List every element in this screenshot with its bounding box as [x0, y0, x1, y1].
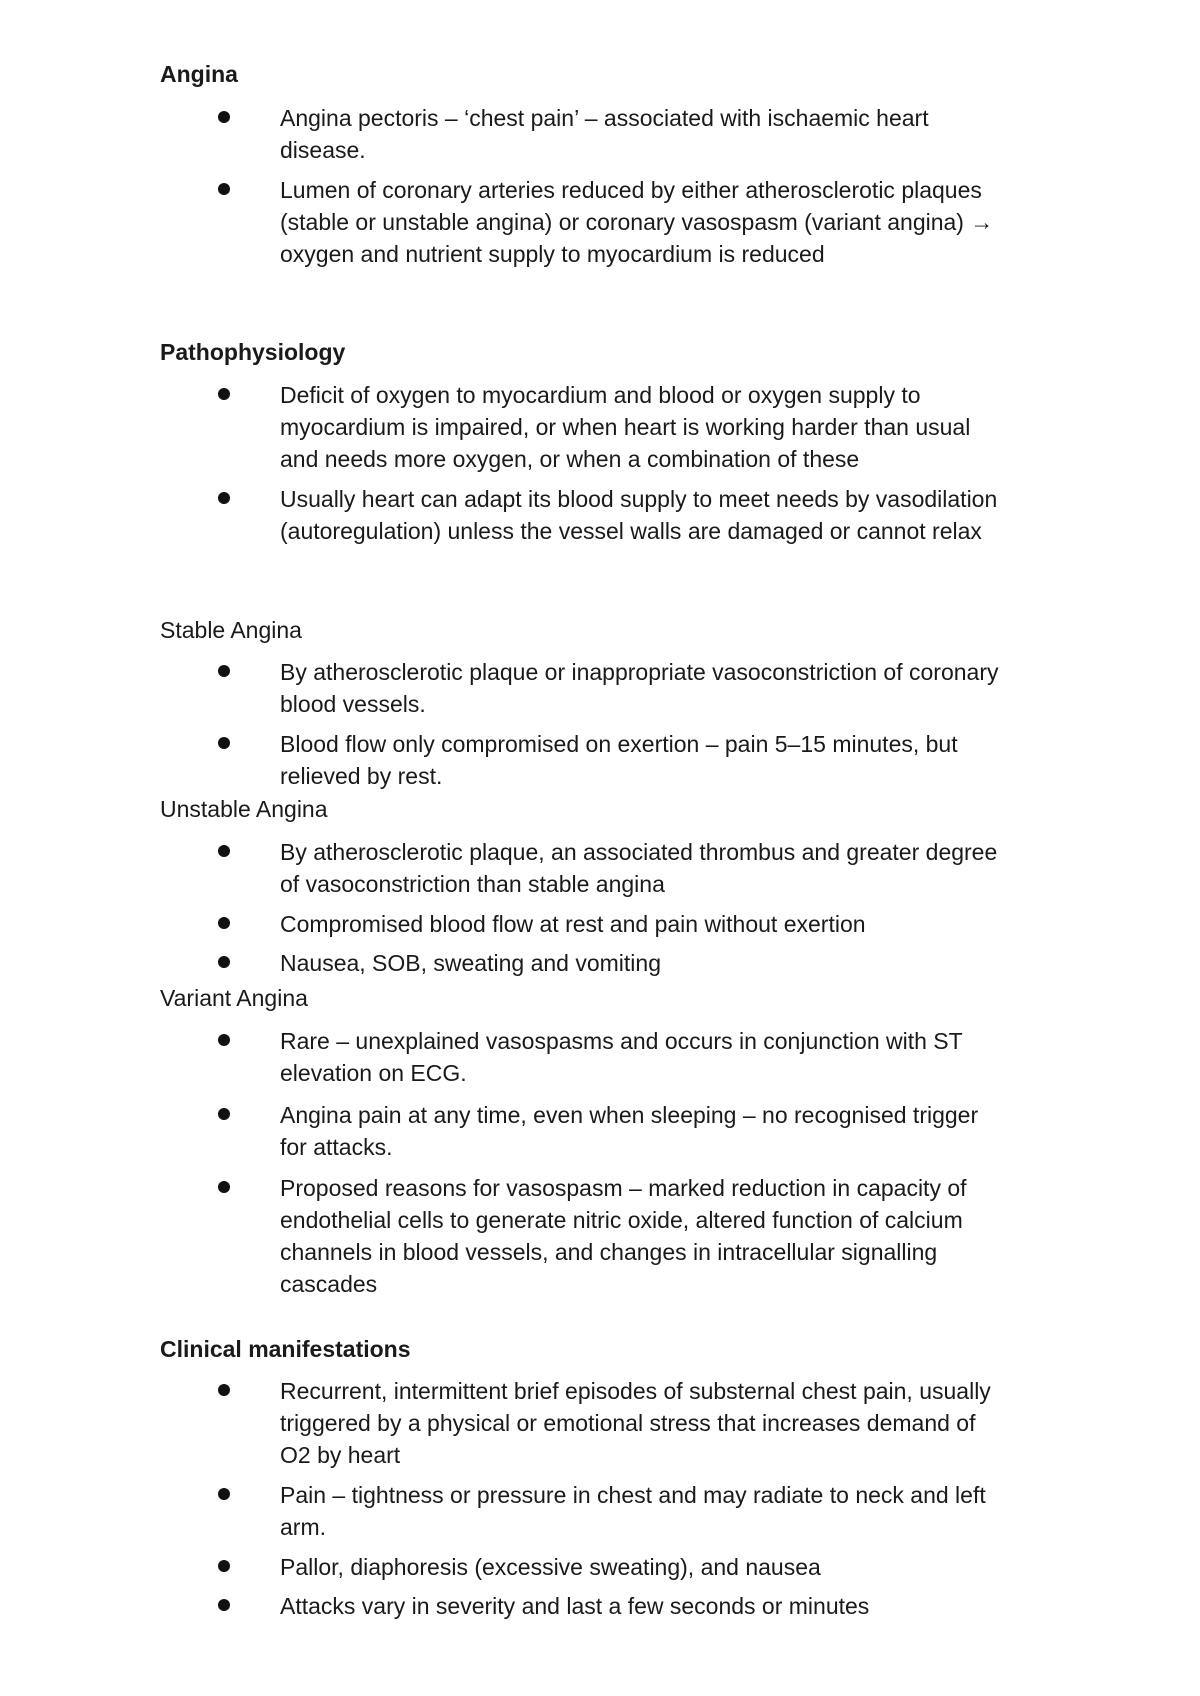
- list-item-text: Nausea, SOB, sweating and vomiting: [280, 950, 661, 976]
- bullet-icon: [218, 1181, 230, 1193]
- list-item-text: Lumen of coronary arteries reduced by either atherosclerotic plaques (stable or unstable angina) or coronary vasospasm (variant angina) → oxygen and nutrient supply to myocardium is reduced: [280, 177, 994, 267]
- bullet-icon: [218, 665, 230, 677]
- list-item-text: Angina pain at any time, even when sleeping – no recognised trigger for attacks.: [280, 1102, 979, 1160]
- bullet-icon: [218, 1384, 230, 1396]
- bullet-icon: [218, 845, 230, 857]
- heading-clinical-manifestations: Clinical manifestations: [160, 1336, 411, 1362]
- list-item-text: Pallor, diaphoresis (excessive sweating), and nausea: [280, 1554, 821, 1580]
- heading-stable-angina: Stable Angina: [160, 617, 302, 643]
- bullet-icon: [218, 1599, 230, 1611]
- bullet-icon: [218, 1034, 230, 1046]
- heading-angina: Angina: [160, 61, 238, 87]
- bullet-icon: [218, 111, 230, 123]
- list-item-text: Attacks vary in severity and last a few seconds or minutes: [280, 1593, 870, 1619]
- list-item-text: Deficit of oxygen to myocardium and blood or oxygen supply to myocardium is impaired, or when heart is working harder than usual and needs more oxygen, or when a combination of these: [280, 382, 971, 472]
- bullet-icon: [218, 1488, 230, 1500]
- bullet-icon: [218, 1108, 230, 1120]
- bullet-icon: [218, 956, 230, 968]
- heading-variant-angina: Variant Angina: [160, 985, 308, 1011]
- heading-unstable-angina: Unstable Angina: [160, 796, 328, 822]
- bullet-icon: [218, 917, 230, 929]
- list-item-text: Angina pectoris – ‘chest pain’ – associated with ischaemic heart disease.: [280, 105, 929, 163]
- bullet-icon: [218, 183, 230, 195]
- list-item-text: Recurrent, intermittent brief episodes of substernal chest pain, usually triggered by a physical or emotional stress that increases demand of O2 by heart: [280, 1378, 991, 1468]
- bullet-icon: [218, 1560, 230, 1572]
- bullet-icon: [218, 737, 230, 749]
- list-item-text: Proposed reasons for vasospasm – marked reduction in capacity of endothelial cells to generate nitric oxide, altered function of calcium channels in blood vessels, and changes in intracellular signalling cascades: [280, 1175, 967, 1297]
- list-item-text: Compromised blood flow at rest and pain without exertion: [280, 911, 866, 937]
- list-item-text: Blood flow only compromised on exertion – pain 5–15 minutes, but relieved by rest.: [280, 731, 958, 789]
- bullet-icon: [218, 492, 230, 504]
- bullet-icon: [218, 388, 230, 400]
- list-item-text: By atherosclerotic plaque or inappropriate vasoconstriction of coronary blood vessels.: [280, 659, 999, 717]
- list-item-text: By atherosclerotic plaque, an associated thrombus and greater degree of vasoconstriction than stable angina: [280, 839, 998, 897]
- list-item-text: Usually heart can adapt its blood supply to meet needs by vasodilation (autoregulation) unless the vessel walls are damaged or cannot relax: [280, 486, 998, 544]
- list-item-text: Rare – unexplained vasospasms and occurs in conjunction with ST elevation on ECG.: [280, 1028, 963, 1086]
- heading-pathophysiology: Pathophysiology: [160, 339, 346, 365]
- list-item-text: Pain – tightness or pressure in chest and may radiate to neck and left arm.: [280, 1482, 986, 1540]
